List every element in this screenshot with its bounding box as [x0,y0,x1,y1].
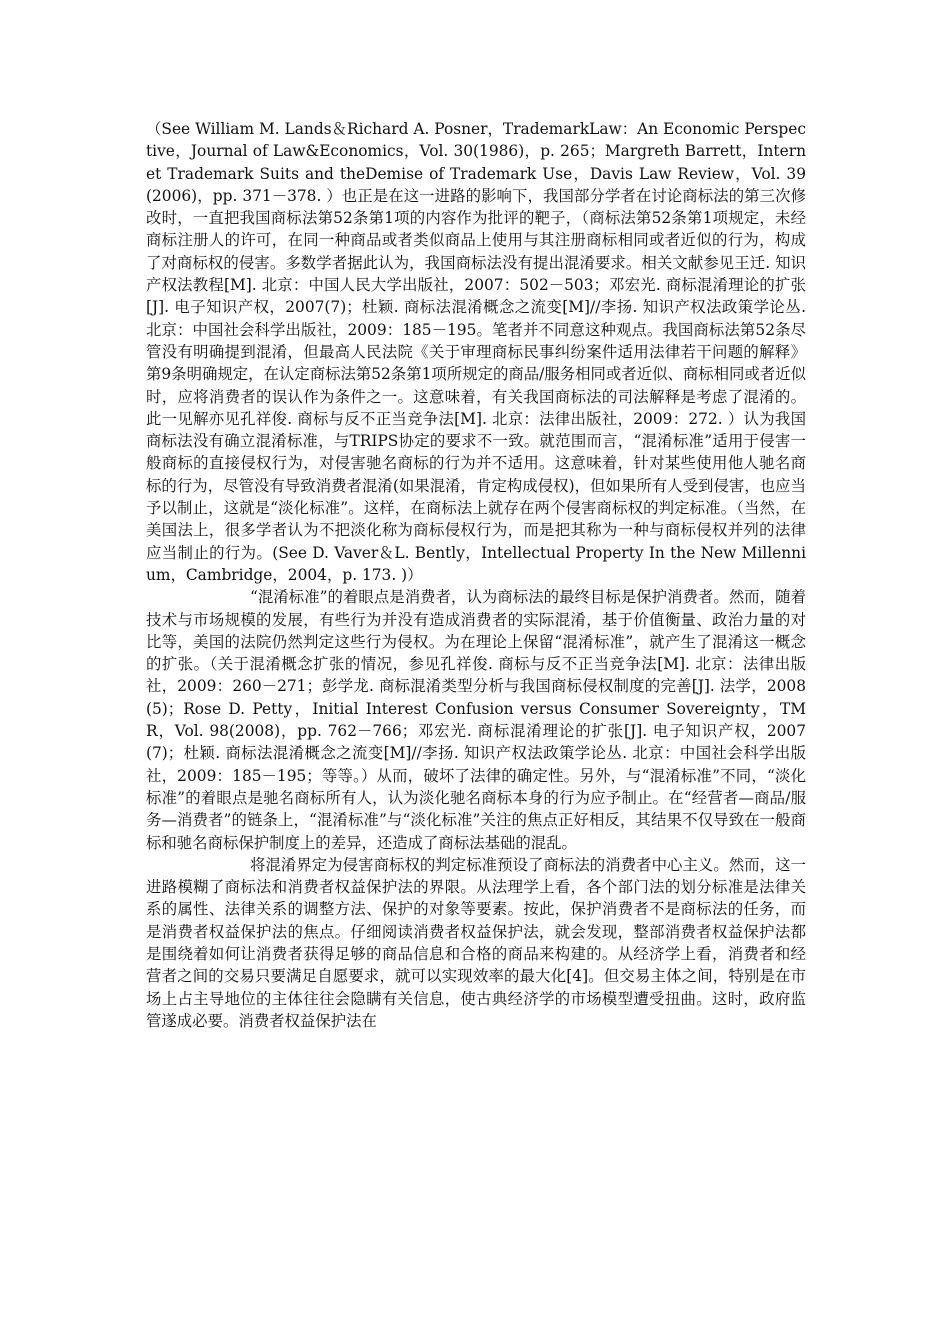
paragraph-2: “混淆标准”的着眼点是消费者，认为商标法的最终目标是保护消费者。然而，随着技术与市场规模的发展，有些行为并没有造成消费者的实际混淆，基于价值衡量、政治力量的对比等，美国的法院仍然判定这些行为侵权。为在理论上保留“混淆标准”，就产生了混淆这一概念的扩张。（关于混淆概念扩张的情况，参见孔祥俊. 商标与反不正当竞争法[M]. 北京：法律出版社，2009：260－271；彭学龙. 商标混淆类型分析与我国商标侵权制度的完善[J]. 法学，2008(5)；Rose D. Petty，Initial Interest Confusion versus Consumer Sovereignty，TMR，Vol. 98(2008)，pp. 762－766；邓宏光. 商标混淆理论的扩张[J]. 电子知识产权，2007(7)；杜颖. 商标法混淆概念之流变[M]//李扬. 知识产权法政策学论丛. 北京：中国社会科学出版社，2009：185－195；等等。）从而，破坏了法律的确定性。另外，与“混淆标准”不同，“淡化标准”的着眼点是驰名商标所有人，认为淡化驰名商标本身的行为应予制止。在“经营者—商品/服务—消费者”的链条上，“混淆标准”与“淡化标准”关注的焦点正好相反，其结果不仅导致在一般商标和驰名商标保护制度上的差异，还造成了商标法基础的混乱。 [146,588,806,852]
document-page [146,118,806,1032]
paragraph-1: （See William M. Lands＆Richard A. Posner，TrademarkLaw：An Economic Perspective，Journal of Law&Economics，Vol. 30(1986)，p. 265；Margreth Barrett，Internet Trademark Suits and theDemise of Trademark Use，Davis Law Review，Vol. 39(2006)，pp. 371－378. ）也正是在这一进路的影响下，我国部分学者在讨论商标法的第三次修改时，一直把我国商标法第52条第1项的内容作为批评的靶子，（商标法第52条第1项规定，未经商标注册人的许可，在同一种商品或者类似商品上使用与其注册商标相同或者近似的行为，构成了对商标权的侵害。多数学者据此认为，我国商标法没有提出混淆要求。相关文献参见王迁. 知识产权法教程[M]. 北京：中国人民大学出版社，2007：502－503；邓宏光. 商标混淆理论的扩张[J]. 电子知识产权，2007(7)；杜颖. 商标法混淆概念之流变[M]//李扬. 知识产权法政策学论丛. 北京：中国社会科学出版社，2009：185－195。笔者并不同意这种观点。我国商标法第52条尽管没有明确提到混淆，但最高人民法院《关于审理商标民事纠纷案件适用法律若干问题的解释》第9条明确规定，在认定商标法第52条第1项所规定的商品/服务相同或者近似、商标相同或者近似时，应将消费者的误认作为条件之一。这意味着，有关我国商标法的司法解释是考虑了混淆的。此一见解亦见孔祥俊. 商标与反不正当竞争法[M]. 北京：法律出版社，2009：272. ）认为我国商标法没有确立混淆标准，与TRIPS协定的要求不一致。就范围而言，“混淆标准”适用于侵害一般商标的直接侵权行为，对侵害驰名商标的行为并不适用。这意味着，针对某些使用他人驰名商标的行为，尽管没有导致消费者混淆(如果混淆，肯定构成侵权)，但如果所有人受到侵害，也应当予以制止，这就是“淡化标准”。这样，在商标法上就存在两个侵害商标权的判定标准。（当然，在美国法上，很多学者认为不把淡化称为商标侵权行为，而是把其称为一种与商标侵权并列的法律应当制止的行为。(See D. Vaver＆L. Bently，Intellectual Property In the New Millennium，Cambridge，2004，p. 173. )） [146,120,806,584]
paragraph-3: 将混淆界定为侵害商标权的判定标准预设了商标法的消费者中心主义。然而，这一进路模糊了商标法和消费者权益保护法的界限。从法理学上看，各个部门法的划分标准是法律关系的属性、法律关系的调整方法、保护的对象等要素。按此，保护消费者不是商标法的任务，而是消费者权益保护法的焦点。仔细阅读消费者权益保护法，就会发现，整部消费者权益保护法都是围绕着如何让消费者获得足够的商品信息和合格的商品来构建的。从经济学上看，消费者和经营者之间的交易只要满足自愿要求，就可以实现效率的最大化[4]。但交易主体之间，特别是在市场上占主导地位的主体往往会隐瞒有关信息，使古典经济学的市场模型遭受扭曲。这时，政府监管遂成必要。消费者权益保护法在 [146,855,806,1030]
